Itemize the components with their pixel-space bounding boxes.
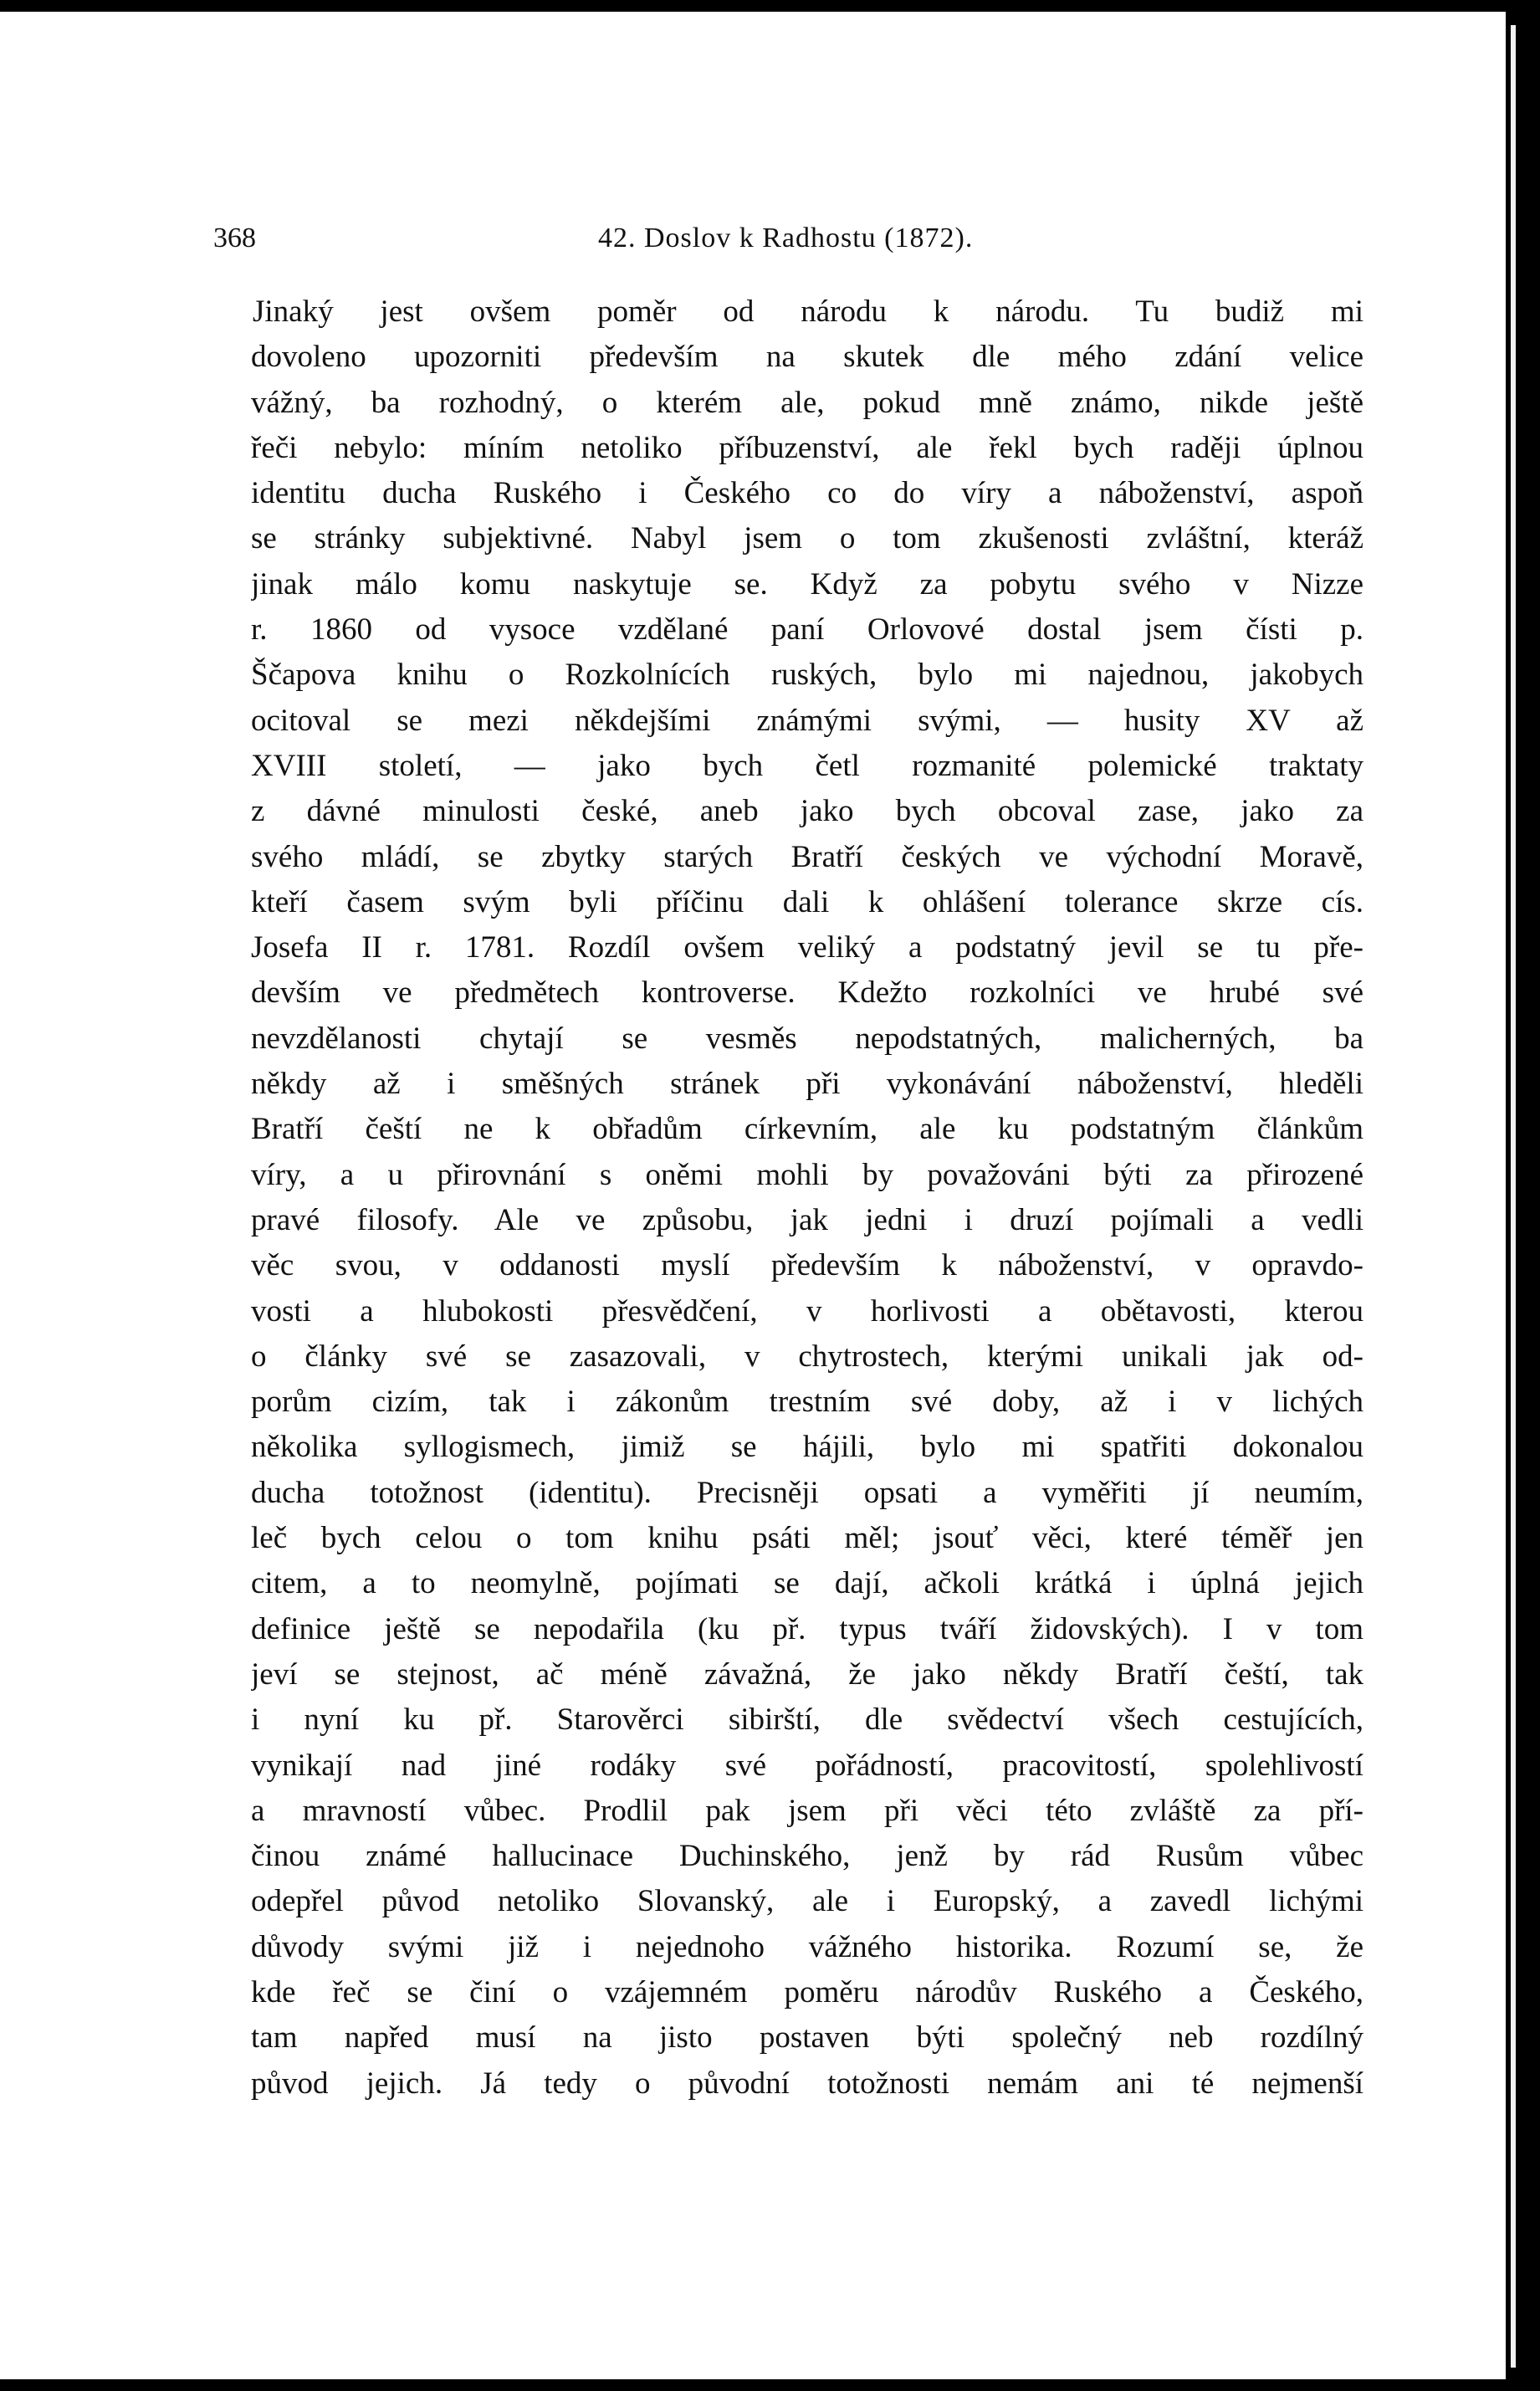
text-line: původ jejich. Já tedy o původní totožnosti nemám ani té nejmenší bbox=[251, 2066, 1363, 2101]
text-line: i nyní ku př. Starověrci sibirští, dle svědectví všech cestujících, bbox=[251, 1702, 1363, 1738]
text-line: někdy až i směšných stránek při vykonávání náboženství, hleděli bbox=[251, 1067, 1363, 1102]
text-line: se stránky subjektivné. Nabyl jsem o tom zkušenosti zvláštní, kteráž bbox=[251, 521, 1363, 556]
text-line: činou známé hallucinace Duchinského, jenž by rád Rusům vůbec bbox=[251, 1839, 1363, 1874]
text-line: citem, a to neomylně, pojímati se dají, ačkoli krátká i úplná jejich bbox=[251, 1566, 1363, 1601]
scan-edge-strip bbox=[1511, 25, 1516, 2368]
text-line: jinak málo komu naskytuje se. Když za pobytu svého v Nizze bbox=[251, 566, 1363, 602]
text-line: definice ještě se nepodařila (ku př. typus tváří židovských). I v tom bbox=[251, 1611, 1363, 1646]
text-line: Ščapova knihu o Rozkolnících ruských, bylo mi najednou, jakobych bbox=[251, 658, 1363, 693]
text-line: z dávné minulosti české, aneb jako bych obcoval zase, jako za bbox=[251, 794, 1363, 829]
text-line: věc svou, v oddanosti myslí především k náboženství, v opravdo- bbox=[251, 1248, 1363, 1283]
text-line: jeví se stejnost, ač méně závažná, že jako někdy Bratří čeští, tak bbox=[251, 1656, 1363, 1692]
text-line: odepřel původ netoliko Slovanský, ale i Europský, a zavedl lichými bbox=[251, 1884, 1363, 1919]
text-line: dovoleno upozorniti především na skutek dle mého zdání velice bbox=[251, 340, 1363, 375]
text-line: kde řeč se činí o vzájemném poměru národův Ruského a Českého, bbox=[251, 1974, 1363, 2010]
book-page bbox=[0, 12, 1506, 2379]
running-title: 42. Doslov k Radhostu (1872). bbox=[598, 223, 974, 253]
text-line: r. 1860 od vysoce vzdělané paní Orlovové dostal jsem čísti p. bbox=[251, 612, 1363, 648]
text-line: a mravností vůbec. Prodlil pak jsem při věci této zvláště za pří- bbox=[251, 1793, 1363, 1828]
text-line: vážný, ba rozhodný, o kterém ale, pokud mně známo, nikde ještě bbox=[251, 385, 1363, 420]
text-line: devším ve předmětech kontroverse. Kdežto rozkolníci ve hrubé své bbox=[251, 975, 1363, 1011]
text-line: ducha totožnost (identitu). Precisněji opsati a vyměřiti jí neumím, bbox=[251, 1475, 1363, 1510]
text-line: víry, a u přirovnání s oněmi mohli by považováni býti za přirozené bbox=[251, 1157, 1363, 1192]
text-line: Bratří čeští ne k obřadům církevním, ale ku podstatným článkům bbox=[251, 1112, 1363, 1147]
text-line: ocitoval se mezi někdejšími známými svými, — husity XV až bbox=[251, 703, 1363, 738]
page-header bbox=[213, 223, 1368, 263]
text-line: Josefa II r. 1781. Rozdíl ovšem veliký a podstatný jevil se tu pře- bbox=[251, 930, 1363, 965]
text-line: pravé filosofy. Ale ve způsobu, jak jedni i druzí pojímali a vedli bbox=[251, 1202, 1363, 1237]
text-line: kteří časem svým byli příčinu dali k ohlášení tolerance skrze cís. bbox=[251, 884, 1363, 919]
text-line: důvody svými již i nejednoho vážného historika. Rozumí se, že bbox=[251, 1929, 1363, 1964]
text-line: nevzdělanosti chytají se vesměs nepodstatných, malicherných, ba bbox=[251, 1021, 1363, 1056]
text-line: o články své se zasazovali, v chytrostech, kterými unikali jak od- bbox=[251, 1339, 1363, 1374]
text-line: vosti a hlubokosti přesvědčení, v horlivosti a obětavosti, kterou bbox=[251, 1293, 1363, 1329]
text-line: porům cizím, tak i zákonům trestním své doby, až i v lichých bbox=[251, 1385, 1363, 1420]
text-line: řeči nebylo: míním netoliko příbuzenství, ale řekl bych raději úplnou bbox=[251, 430, 1363, 465]
text-line: XVIII století, — jako bych četl rozmanité polemické traktaty bbox=[251, 748, 1363, 783]
text-line: vynikají nad jiné rodáky své pořádností, pracovitostí, spolehlivostí bbox=[251, 1748, 1363, 1783]
text-line: svého mládí, se zbytky starých Bratří českých ve východní Moravě, bbox=[251, 839, 1363, 874]
body-text bbox=[251, 289, 1363, 2107]
page-number: 368 bbox=[213, 223, 256, 253]
text-line: tam napřed musí na jisto postaven býti společný neb rozdílný bbox=[251, 2020, 1363, 2056]
text-line: několika syllogismech, jimiž se hájili, bylo mi spatřiti dokonalou bbox=[251, 1430, 1363, 1465]
text-line: Jinaký jest ovšem poměr od národu k národu. Tu budiž mi bbox=[253, 294, 1363, 329]
text-line: identitu ducha Ruského i Českého co do víry a náboženství, aspoň bbox=[251, 476, 1363, 511]
text-line: leč bych celou o tom knihu psáti měl; jsouť věci, které téměř jen bbox=[251, 1521, 1363, 1556]
